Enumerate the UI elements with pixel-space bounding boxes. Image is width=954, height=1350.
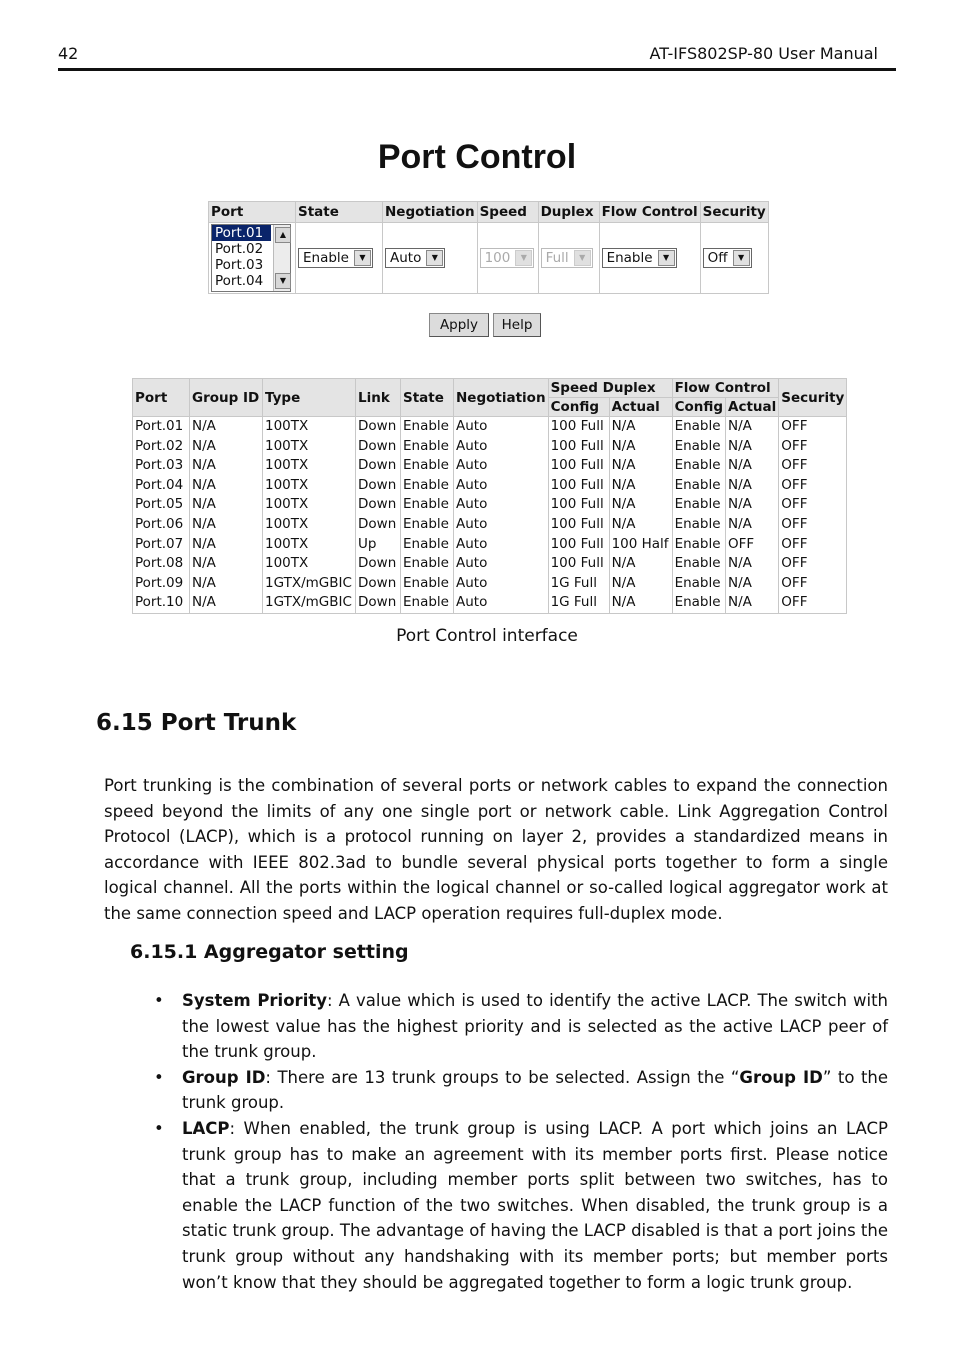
bullet-icon: •	[154, 991, 164, 1010]
section-paragraph: Port trunking is the combination of several ports or network cables to expand the connection speed beyond the limits of any one single port or network cable. Link Aggregation Control Protocol (LACP), which is a protocol running on layer 2, provides a standardized means in accordance with IEEE 802.3ad to bundle several physical ports together to form a single logical channel. All the ports within the logical channel or so-called logical aggregator work at the same connection speed and LACP operation requires full-duplex mode.	[104, 776, 888, 923]
table-row	[133, 593, 847, 613]
cell-fc-actual: N/A	[726, 456, 779, 476]
cell-link: Down	[356, 574, 401, 594]
cell-security: OFF	[779, 574, 847, 594]
bullet-term: System Priority	[182, 991, 327, 1010]
apply-button[interactable]: Apply	[429, 313, 489, 337]
table-row	[133, 554, 847, 574]
security-value: Off	[707, 250, 728, 266]
cell-fc-actual: OFF	[726, 535, 779, 555]
listbox-scrollbar[interactable]	[273, 225, 290, 291]
cell-security: OFF	[779, 554, 847, 574]
cell-type: 100TX	[263, 417, 356, 437]
cell-sd-actual: 100 Half	[609, 535, 672, 555]
state-select[interactable]	[298, 248, 373, 268]
cell-security: OFF	[779, 437, 847, 457]
bullet-term: Group ID	[182, 1067, 266, 1087]
cell-sd-actual: N/A	[609, 456, 672, 476]
cell-state: Enable	[401, 495, 454, 515]
cell-negotiation: Auto	[454, 574, 549, 594]
negotiation-value: Auto	[390, 250, 422, 266]
bullet-icon: •	[154, 1067, 164, 1087]
bullet-list	[154, 988, 889, 1295]
col-security: Security	[700, 202, 768, 223]
cell-fc-actual: N/A	[726, 554, 779, 574]
bullet-text: : There are 13 trunk groups to be selected. Assign the “	[265, 1067, 740, 1087]
cell-port: Port.09	[133, 574, 190, 594]
flow-control-select[interactable]	[602, 248, 677, 268]
th-link: Link	[356, 379, 401, 417]
cell-type: 100TX	[263, 554, 356, 574]
scroll-up-icon[interactable]: ▲	[275, 227, 291, 243]
cell-group-id: N/A	[190, 476, 263, 496]
cell-sd-config: 100 Full	[548, 495, 609, 515]
cell-type: 100TX	[263, 476, 356, 496]
bullet-text: : A value which is used to identify the active LACP. The switch with the lowest value has the highest priority and is selected as the active LACP peer of the trunk group.	[182, 991, 889, 1062]
figure-caption: Port Control interface	[396, 626, 578, 646]
cell-type: 1GTX/mGBIC	[263, 574, 356, 594]
cell-link: Down	[356, 417, 401, 437]
chevron-down-icon: ▼	[574, 250, 591, 266]
cell-security: OFF	[779, 515, 847, 535]
col-duplex: Duplex	[538, 202, 599, 223]
cell-port: Port.08	[133, 554, 190, 574]
cell-fc-config: Enable	[672, 456, 725, 476]
th-negotiation: Negotiation	[454, 379, 549, 417]
col-speed: Speed	[477, 202, 538, 223]
bullet-term: LACP	[182, 1118, 230, 1138]
cell-link: Down	[356, 476, 401, 496]
cell-security: OFF	[779, 535, 847, 555]
cell-group-id: N/A	[190, 417, 263, 437]
security-select[interactable]	[703, 248, 752, 268]
cell-negotiation: Auto	[454, 515, 549, 535]
port-control-title: Port Control	[377, 138, 577, 176]
col-port: Port	[209, 202, 296, 223]
cell-security: OFF	[779, 593, 847, 613]
port-status-table	[132, 378, 847, 614]
page-number: 42	[58, 44, 79, 63]
cell-fc-actual: N/A	[726, 417, 779, 437]
cell-fc-config: Enable	[672, 515, 725, 535]
chevron-down-icon: ▼	[733, 250, 750, 266]
port-listbox[interactable]	[211, 224, 291, 292]
cell-fc-config: Enable	[672, 437, 725, 457]
cell-fc-actual: N/A	[726, 476, 779, 496]
cell-port: Port.02	[133, 437, 190, 457]
table-row	[133, 456, 847, 476]
cell-fc-config: Enable	[672, 554, 725, 574]
th-fc-config: Config	[672, 398, 725, 417]
th-type: Type	[263, 379, 356, 417]
cell-security: OFF	[779, 417, 847, 437]
cell-state: Enable	[401, 476, 454, 496]
cell-group-id: N/A	[190, 593, 263, 613]
cell-negotiation: Auto	[454, 535, 549, 555]
cell-link: Down	[356, 456, 401, 476]
cell-negotiation: Auto	[454, 495, 549, 515]
cell-sd-actual: N/A	[609, 476, 672, 496]
cell-negotiation: Auto	[454, 593, 549, 613]
bullet-text: ” to the trunk group.	[182, 1067, 889, 1113]
speed-value: 100	[484, 250, 511, 266]
manual-title: AT-IFS802SP-80 User Manual	[649, 44, 878, 63]
port-option[interactable]: Port.01	[212, 225, 271, 241]
cell-link: Down	[356, 554, 401, 574]
cell-link: Down	[356, 495, 401, 515]
cell-state: Enable	[401, 456, 454, 476]
chevron-down-icon: ▼	[426, 250, 443, 266]
th-fc-actual: Actual	[726, 398, 779, 417]
negotiation-select[interactable]	[385, 248, 445, 268]
cell-group-id: N/A	[190, 515, 263, 535]
cell-group-id: N/A	[190, 456, 263, 476]
cell-sd-actual: N/A	[609, 437, 672, 457]
th-state: State	[401, 379, 454, 417]
flow-control-value: Enable	[606, 250, 653, 266]
cell-type: 100TX	[263, 495, 356, 515]
table-row	[133, 437, 847, 457]
cell-group-id: N/A	[190, 437, 263, 457]
cell-state: Enable	[401, 593, 454, 613]
cell-sd-config: 1G Full	[548, 593, 609, 613]
th-flow-control: Flow Control	[672, 379, 779, 398]
port-control-form	[208, 201, 769, 294]
table-row	[133, 574, 847, 594]
cell-state: Enable	[401, 574, 454, 594]
cell-sd-actual: N/A	[609, 417, 672, 437]
cell-fc-config: Enable	[672, 495, 725, 515]
cell-state: Enable	[401, 515, 454, 535]
cell-sd-actual: N/A	[609, 593, 672, 613]
cell-group-id: N/A	[190, 495, 263, 515]
cell-type: 100TX	[263, 456, 356, 476]
th-group-id: Group ID	[190, 379, 263, 417]
cell-sd-config: 100 Full	[548, 456, 609, 476]
cell-state: Enable	[401, 554, 454, 574]
th-port: Port	[133, 379, 190, 417]
table-row	[133, 495, 847, 515]
subsection-heading: 6.15.1 Aggregator setting	[130, 941, 409, 963]
page-header	[58, 42, 896, 71]
cell-sd-config: 100 Full	[548, 417, 609, 437]
port-option[interactable]: Port.02	[215, 241, 264, 257]
cell-state: Enable	[401, 535, 454, 555]
cell-security: OFF	[779, 456, 847, 476]
cell-port: Port.01	[133, 417, 190, 437]
state-value: Enable	[303, 250, 349, 266]
cell-sd-config: 100 Full	[548, 476, 609, 496]
cell-type: 1GTX/mGBIC	[263, 593, 356, 613]
table-row	[133, 535, 847, 555]
cell-negotiation: Auto	[454, 554, 549, 574]
chevron-down-icon: ▼	[515, 250, 532, 266]
port-option[interactable]: Port.03	[215, 257, 264, 273]
cell-fc-config: Enable	[672, 476, 725, 496]
duplex-select	[541, 248, 593, 268]
th-sd-actual: Actual	[609, 398, 672, 417]
cell-negotiation: Auto	[454, 437, 549, 457]
section-heading: 6.15 Port Trunk	[96, 710, 297, 736]
scroll-down-icon[interactable]: ▼	[275, 273, 291, 289]
bullet-icon: •	[154, 1118, 164, 1138]
cell-security: OFF	[779, 495, 847, 515]
cell-negotiation: Auto	[454, 417, 549, 437]
cell-type: 100TX	[263, 535, 356, 555]
help-button[interactable]: Help	[493, 313, 541, 337]
table-row	[133, 515, 847, 535]
cell-port: Port.05	[133, 495, 190, 515]
cell-state: Enable	[401, 437, 454, 457]
cell-group-id: N/A	[190, 554, 263, 574]
cell-sd-config: 1G Full	[548, 574, 609, 594]
cell-sd-config: 100 Full	[548, 437, 609, 457]
col-negotiation: Negotiation	[383, 202, 478, 223]
cell-fc-actual: N/A	[726, 593, 779, 613]
cell-port: Port.10	[133, 593, 190, 613]
duplex-value: Full	[545, 250, 569, 266]
bullet-text: : When enabled, the trunk group is using LACP. A port which joins an LACP trunk group has to make an agreement with its member ports first. Please notice that a trunk group, including member ports split between two switches, has to enable the LACP function of the two switches. When disabled, the trunk group is a static trunk group. The advantage of having the LACP disabled is that a port joins the trunk group without any handshaking with its member ports; but member ports won’t know that they should be aggregated together to form a logic trunk group.	[182, 1118, 889, 1292]
port-option[interactable]: Port.04	[215, 273, 264, 289]
cell-sd-actual: N/A	[609, 574, 672, 594]
cell-fc-config: Enable	[672, 417, 725, 437]
cell-link: Down	[356, 593, 401, 613]
cell-port: Port.03	[133, 456, 190, 476]
cell-sd-actual: N/A	[609, 515, 672, 535]
cell-type: 100TX	[263, 515, 356, 535]
table-row	[133, 417, 847, 437]
cell-sd-actual: N/A	[609, 495, 672, 515]
th-sd-config: Config	[548, 398, 609, 417]
cell-fc-config: Enable	[672, 593, 725, 613]
cell-link: Up	[356, 535, 401, 555]
cell-link: Down	[356, 437, 401, 457]
cell-state: Enable	[401, 417, 454, 437]
th-security: Security	[779, 379, 847, 417]
speed-select	[480, 248, 535, 268]
cell-port: Port.07	[133, 535, 190, 555]
list-item	[154, 1065, 889, 1116]
cell-type: 100TX	[263, 437, 356, 457]
cell-fc-actual: N/A	[726, 574, 779, 594]
cell-negotiation: Auto	[454, 476, 549, 496]
chevron-down-icon: ▼	[658, 250, 675, 266]
cell-sd-config: 100 Full	[548, 554, 609, 574]
cell-fc-actual: N/A	[726, 515, 779, 535]
cell-port: Port.06	[133, 515, 190, 535]
cell-group-id: N/A	[190, 535, 263, 555]
cell-link: Down	[356, 515, 401, 535]
cell-security: OFF	[779, 476, 847, 496]
bullet-term: Group ID	[739, 1067, 823, 1087]
col-flow-control: Flow Control	[599, 202, 700, 223]
cell-fc-actual: N/A	[726, 437, 779, 457]
cell-sd-config: 100 Full	[548, 535, 609, 555]
cell-fc-config: Enable	[672, 574, 725, 594]
table-row	[133, 476, 847, 496]
list-item	[154, 988, 889, 1065]
cell-fc-config: Enable	[672, 535, 725, 555]
cell-sd-config: 100 Full	[548, 515, 609, 535]
chevron-down-icon: ▼	[354, 250, 371, 266]
th-speed-duplex: Speed Duplex	[548, 379, 672, 398]
cell-group-id: N/A	[190, 574, 263, 594]
cell-fc-actual: N/A	[726, 495, 779, 515]
col-state: State	[296, 202, 383, 223]
cell-port: Port.04	[133, 476, 190, 496]
cell-sd-actual: N/A	[609, 554, 672, 574]
list-item	[154, 1116, 889, 1295]
cell-negotiation: Auto	[454, 456, 549, 476]
